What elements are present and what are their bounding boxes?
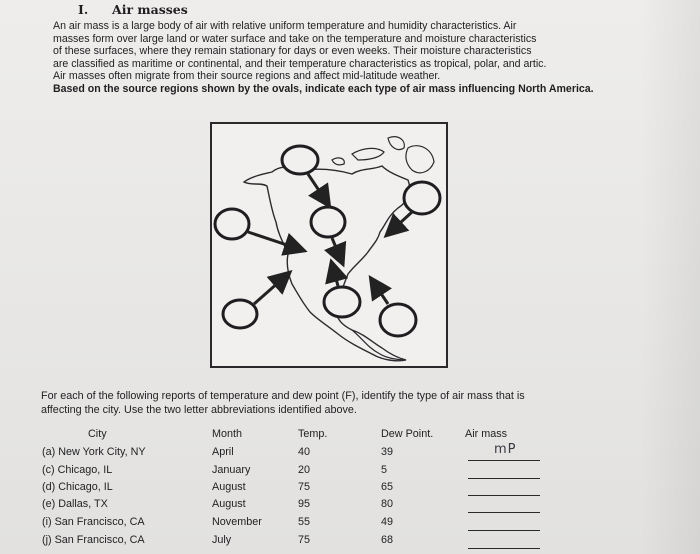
row-city: (d) Chicago, IL [42,481,113,493]
row-dew-point: 39 [381,446,394,458]
answer-line[interactable] [468,495,540,496]
arctic-islands [332,137,404,165]
answer-line[interactable] [468,478,540,479]
section-number: I. [78,2,89,17]
header-city: City [88,428,107,440]
row-dew-point: 68 [381,534,394,546]
migration-arrow [248,232,302,250]
row-city: (a) New York City, NY [42,446,146,458]
migration-arrow [372,280,388,304]
row-city: (j) San Francisco, CA [42,534,145,546]
question-line: affecting the city. Use the two letter abbreviations identified above. [41,403,357,416]
answer-line[interactable] [468,512,540,513]
row-month: January [212,464,251,476]
intro-line: are classified as maritime or continental, and their temperature characteristics as tropical, polar, and artic. [53,57,547,70]
migration-arrow [308,174,328,204]
intro-line: Air masses often migrate from their source regions and affect mid-latitude weather. [53,70,441,83]
section-heading [78,2,188,17]
source-region-oval [223,300,257,328]
intro-line: An air mass is a large body of air with relative uniform temperature and humidity characteristics. Air [53,20,517,32]
row-dew-point: 49 [381,516,394,528]
row-temp: 40 [298,446,311,458]
answer-line[interactable] [468,460,540,461]
intro-instruction: Based on the source regions shown by the ovals, indicate each type of air mass influencing North America. [53,82,594,95]
row-dew-point: 80 [381,498,394,510]
row-dew-point: 5 [381,464,388,476]
row-temp: 75 [298,481,311,493]
row-month: November [212,516,262,528]
intro-paragraph [53,20,653,96]
header-month: Month [212,428,243,440]
answer-line[interactable] [468,530,540,531]
section-title: Air masses [112,2,188,17]
source-region-oval [282,146,318,174]
north-america-map [210,122,448,368]
migration-arrow [332,264,338,286]
intro-line: of these surfaces, where they remain stationary for days or even weeks. Their moisture characteristics [53,45,532,58]
source-region-oval [404,182,440,214]
migration-arrow [332,238,342,262]
map-drawing [212,124,446,366]
row-month: August [212,498,246,510]
row-temp: 55 [298,516,311,528]
question-text [41,390,681,417]
row-temp: 20 [298,464,311,476]
header-temp: Temp. [298,428,328,440]
row-city: (i) San Francisco, CA [42,516,145,528]
intro-line: masses form over large land or water surface and take on the temperature and moisture characteristics [53,32,537,45]
row-temp: 95 [298,498,311,510]
source-region-oval [311,207,345,237]
row-month: April [212,446,234,458]
question-line: For each of the following reports of temperature and dew point (F), identify the type of air mass that is [41,390,525,402]
row-city: (c) Chicago, IL [42,464,113,476]
source-region-oval [215,209,249,239]
header-air-mass: Air mass [465,428,507,440]
row-month: July [212,534,232,546]
migration-arrow [254,274,288,304]
handwritten-answer: mP [494,442,517,457]
source-region-oval [324,287,360,317]
header-dew-point: Dew Point. [381,428,434,440]
answer-line[interactable] [468,548,540,549]
greenland [406,146,434,173]
source-region-oval [380,304,416,336]
row-temp: 75 [298,534,311,546]
row-month: August [212,481,246,493]
row-dew-point: 65 [381,481,394,493]
row-city: (e) Dallas, TX [42,498,108,510]
